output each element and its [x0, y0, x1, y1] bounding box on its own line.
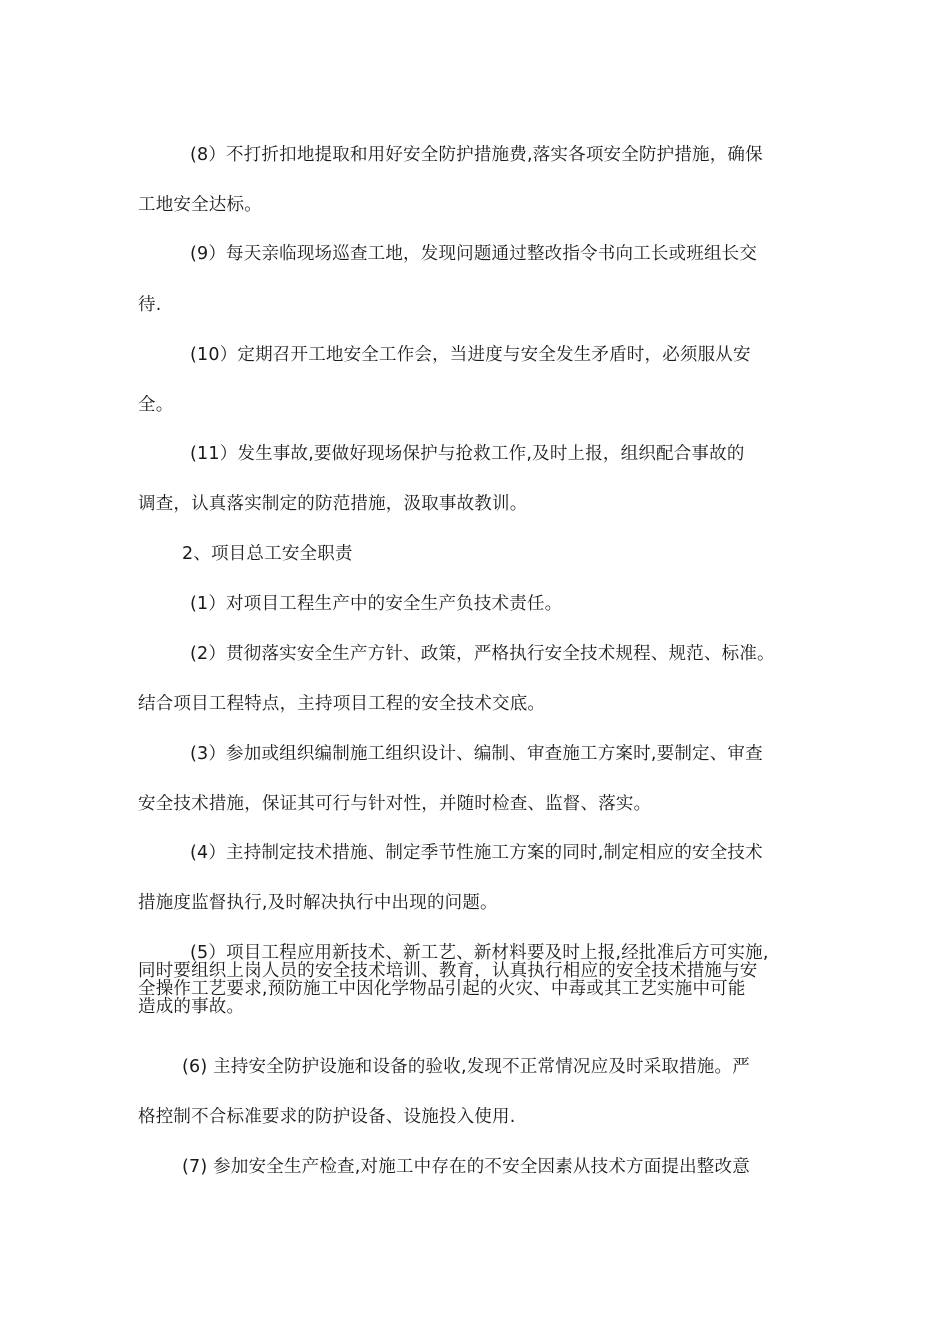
item-1: (1）对项目工程生产中的安全生产负技术责任。	[190, 594, 563, 614]
paragraph-11-line-2: 调查，认真落实制定的防范措施，汲取事故教训。	[138, 494, 528, 514]
item-5-line-4: 造成的事故。	[138, 997, 245, 1017]
item-5-block	[138, 944, 769, 1016]
paragraph-8-line-2: 工地安全达标。	[138, 195, 262, 215]
item-5-line-2: 同时要组织上岗人员的安全技术培训、教育，认真执行相应的安全技术措施与安	[138, 961, 758, 981]
item-7-line-1: (7) 参加安全生产检查,对施工中存在的不安全因素从技术方面提出整改意	[182, 1157, 750, 1177]
item-2-line-2: 结合项目工程特点，主持项目工程的安全技术交底。	[138, 694, 546, 714]
paragraph-10-line-2: 全。	[138, 395, 174, 415]
item-2-line-1: (2）贯彻落实安全生产方针、政策，严格执行安全技术规程、规范、标准。	[190, 644, 775, 664]
paragraph-11-line-1: (11）发生事故,要做好现场保护与抢救工作,及时上报，组织配合事故的	[190, 444, 745, 464]
item-6-line-2: 格控制不合标准要求的防护设备、设施投入使用.	[138, 1107, 516, 1127]
item-5-line-1: (5）项目工程应用新技术、新工艺、新材料要及时上报,经批准后方可实施,	[190, 943, 769, 963]
item-6-line-1: (6) 主持安全防护设施和设备的验收,发现不正常情况应及时采取措施。严	[182, 1057, 750, 1077]
paragraph-8-line-1: (8）不打折扣地提取和用好安全防护措施费,落实各项安全防护措施，确保	[190, 145, 763, 165]
paragraph-10-line-1: (10）定期召开工地安全工作会，当进度与安全发生矛盾时，必须服从安	[190, 345, 751, 365]
item-3-line-2: 安全技术措施，保证其可行与针对性，并随时检查、监督、落实。	[138, 794, 652, 814]
item-5-line-3: 全操作工艺要求,预防施工中因化学物品引起的火灾、中毒或其工艺实施中可能	[138, 979, 746, 999]
item-3-line-1: (3）参加或组织编制施工组织设计、编制、审查施工方案时,要制定、审查	[190, 744, 763, 764]
item-4-line-1: (4）主持制定技术措施、制定季节性施工方案的同时,制定相应的安全技术	[190, 843, 763, 863]
item-4-line-2: 措施度监督执行,及时解决执行中出现的问题。	[138, 893, 498, 913]
paragraph-9-line-2: 待.	[138, 295, 162, 315]
section-heading: 2、项目总工安全职责	[182, 544, 353, 564]
paragraph-9-line-1: (9）每天亲临现场巡查工地，发现问题通过整改指令书向工长或班组长交	[190, 244, 758, 264]
